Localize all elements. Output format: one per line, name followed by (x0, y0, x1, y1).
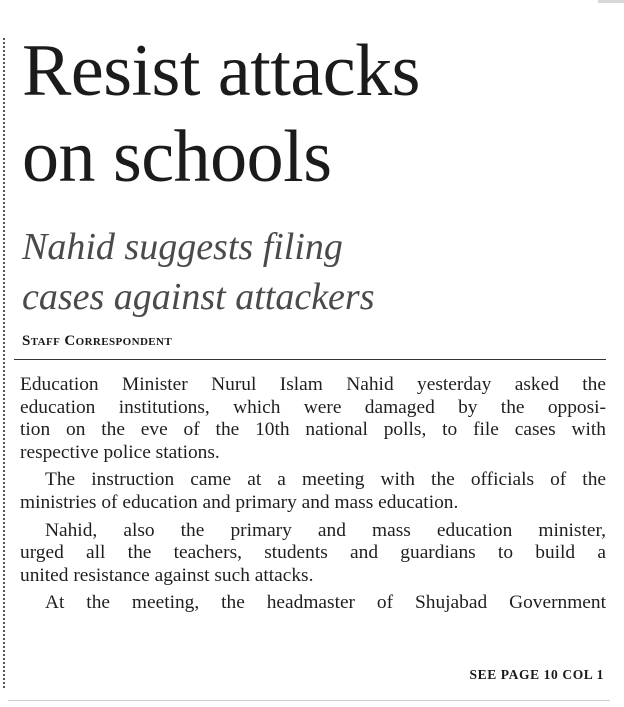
dotted-column-rule (3, 38, 5, 688)
subheadline (22, 222, 602, 322)
paragraph-line: At the meeting, the headmaster of Shujabad Government (45, 592, 606, 614)
paragraph-line: respective police stations. (20, 441, 220, 463)
paragraph-line: education institutions, which were damaged by the opposi- (20, 396, 606, 418)
paragraph-line: united resistance against such attacks. (20, 564, 314, 586)
byline-divider (14, 359, 606, 360)
headline-line-1: Resist attacks (22, 30, 420, 112)
paragraph-line: tion on the eve of the 10th national polls, to file cases with (20, 419, 606, 441)
paragraph-line: urged all the teachers, students and guardians to build a (20, 542, 606, 564)
headline-line-2: on schools (22, 116, 332, 198)
headline (22, 28, 612, 200)
paragraph-2 (20, 469, 606, 514)
paragraph-line: ministries of education and primary and mass education. (20, 491, 459, 513)
continuation-jump: SEE PAGE 10 COL 1 (469, 667, 604, 682)
clipping-top-edge (598, 0, 624, 3)
subheadline-line-2: cases against attackers (22, 276, 375, 318)
paragraph-4 (20, 592, 606, 615)
clipping-bottom-edge (8, 700, 610, 701)
byline: Staff Correspondent (22, 333, 173, 349)
paragraph-1 (20, 374, 606, 464)
paragraph-line: The instruction came at a meeting with the officials of the (45, 469, 606, 491)
article-body (20, 374, 606, 620)
paragraph-line: Education Minister Nurul Islam Nahid yesterday asked the (20, 374, 606, 395)
paragraph-3 (20, 520, 606, 588)
paragraph-line: Nahid, also the primary and mass education minister, (45, 519, 606, 541)
subheadline-line-1: Nahid suggests filing (22, 226, 343, 268)
